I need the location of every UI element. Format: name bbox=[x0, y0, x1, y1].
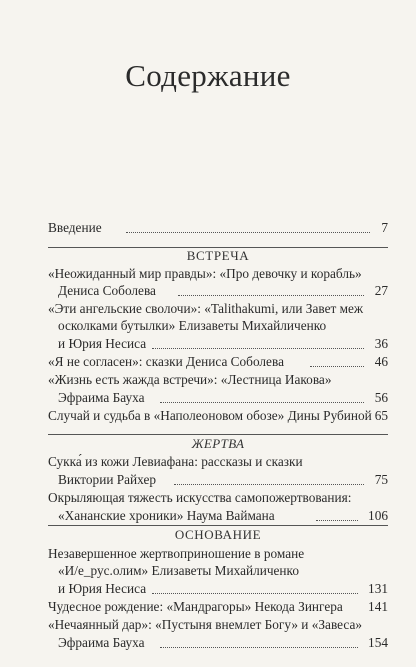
leader-dots bbox=[310, 365, 364, 367]
page-title: Содержание bbox=[125, 58, 291, 93]
entry-page: 131 bbox=[368, 581, 388, 596]
entry-title: Введение bbox=[48, 220, 102, 235]
entry-page: 27 bbox=[374, 283, 388, 298]
entry-page: 36 bbox=[374, 336, 388, 351]
toc-line bbox=[48, 454, 388, 470]
entry-title: Эфраима Бауха bbox=[58, 390, 145, 405]
entry-page: 106 bbox=[368, 508, 388, 523]
section-title-zhertva: ЖЕРТВА bbox=[191, 436, 245, 451]
section-title-osnovanie: ОСНОВАНИЕ bbox=[174, 527, 262, 542]
leader-dots bbox=[152, 592, 358, 594]
leader-dots bbox=[178, 294, 364, 296]
toc-line bbox=[48, 372, 388, 388]
entry-title: «И/е_рус.олим» Елизаветы Михайличенко bbox=[58, 563, 299, 578]
toc-line bbox=[48, 318, 388, 334]
entry-title: «Я не согласен»: сказки Дениса Соболева bbox=[48, 354, 284, 369]
toc-line bbox=[48, 617, 388, 633]
toc-entry-intro bbox=[48, 220, 388, 236]
entry-title: Окрыляющая тяжесть искусства самопожертвования: bbox=[48, 490, 352, 505]
entry-title: и Юрия Несиса bbox=[58, 581, 147, 596]
leader-dots bbox=[160, 646, 358, 648]
entry-page: 75 bbox=[374, 472, 388, 487]
toc-line bbox=[48, 635, 388, 651]
entry-page: 46 bbox=[374, 354, 388, 369]
toc-line bbox=[48, 599, 388, 615]
leader-dots bbox=[152, 347, 364, 349]
toc-line bbox=[48, 508, 388, 524]
entry-page: 65 bbox=[374, 408, 388, 423]
entry-title: «Жизнь есть жажда встречи»: «Лестница Иакова» bbox=[48, 372, 332, 387]
toc-line bbox=[48, 546, 388, 562]
toc-line bbox=[48, 490, 388, 506]
entry-title: Сукка́ из кожи Левиафана: рассказы и сказки bbox=[48, 454, 303, 469]
entry-title: осколками бутылки» Елизаветы Михайличенко bbox=[58, 318, 327, 333]
entry-title: Незавершенное жертвоприношение в романе bbox=[48, 546, 305, 561]
toc-line bbox=[48, 472, 388, 488]
entry-title: Случай и судьба в «Наполеоновом обозе» Дины Рубиной bbox=[48, 408, 372, 423]
leader-dots bbox=[160, 401, 364, 403]
entry-title: Виктории Райхер bbox=[58, 472, 157, 487]
toc-line bbox=[48, 408, 388, 424]
section-title-vstrecha: ВСТРЕЧА bbox=[186, 248, 250, 263]
entry-title: Чудесное рождение: «Мандрагоры» Некода Зингера bbox=[48, 599, 343, 614]
leader-dots bbox=[174, 483, 364, 485]
entry-page: 56 bbox=[374, 390, 388, 405]
entry-title: «Эти ангельские сволочи»: «Talithakumi, или Завет меж bbox=[48, 301, 364, 316]
entry-title: Дениса Соболева bbox=[58, 283, 156, 298]
entry-title: «Неожиданный мир правды»: «Про девочку и корабль» bbox=[48, 266, 362, 281]
entry-page: 7 bbox=[381, 220, 388, 235]
toc-line bbox=[48, 283, 388, 299]
toc-line bbox=[48, 581, 388, 597]
entry-title: и Юрия Несиса bbox=[58, 336, 147, 351]
entry-title: «Хананские хроники» Наума Ваймана bbox=[58, 508, 275, 523]
toc-line bbox=[48, 563, 388, 579]
toc-line bbox=[48, 354, 388, 370]
entry-title: «Нечаянный дар»: «Пустыня внемлет Богу» и «Завеса» bbox=[48, 617, 362, 632]
leader-dots bbox=[316, 519, 358, 521]
section-rule bbox=[48, 434, 388, 435]
entry-title: Эфраима Бауха bbox=[58, 635, 145, 650]
toc-line bbox=[48, 390, 388, 406]
entry-page: 141 bbox=[368, 599, 388, 614]
toc-line bbox=[48, 266, 388, 282]
section-rule bbox=[48, 525, 388, 526]
toc-line bbox=[48, 301, 388, 317]
leader-dots bbox=[126, 231, 370, 233]
toc-line bbox=[48, 336, 388, 352]
entry-page: 154 bbox=[368, 635, 388, 650]
